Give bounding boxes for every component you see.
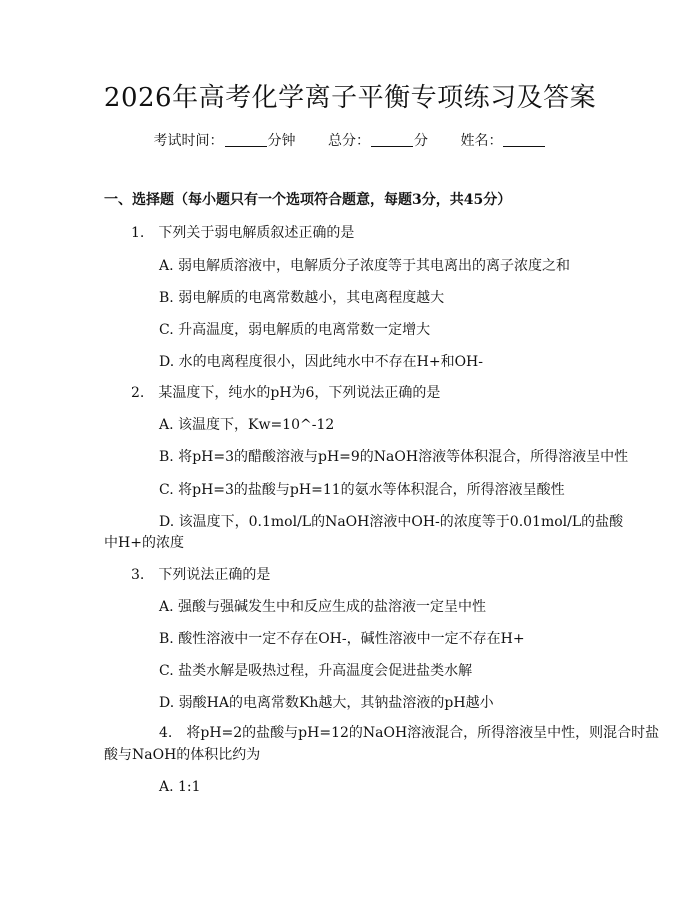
name-blank[interactable] bbox=[503, 132, 545, 147]
exam-time-unit: 分钟 bbox=[267, 133, 296, 149]
question-4-stem: 4. 将pH=2的盐酸与pH=12的NaOH溶液混合，所得溶液呈中性，则混合时盐 bbox=[159, 725, 660, 741]
exam-info-row bbox=[0, 131, 700, 151]
total-score-unit: 分 bbox=[414, 133, 428, 149]
exam-time-blank[interactable] bbox=[225, 132, 267, 147]
question-3-option-a[interactable]: A. 强酸与强碱发生中和反应生成的盐溶液一定呈中性 bbox=[159, 599, 487, 615]
question-1-option-c[interactable]: C. 升高温度，弱电解质的电离常数一定增大 bbox=[159, 322, 431, 338]
total-score-field bbox=[328, 131, 428, 151]
question-1-stem: 1. 下列关于弱电解质叙述正确的是 bbox=[131, 225, 355, 241]
exam-time-field bbox=[154, 131, 296, 151]
question-3-option-b[interactable]: B. 酸性溶液中一定不存在OH-，碱性溶液中一定不存在H+ bbox=[159, 631, 525, 647]
question-3-option-d[interactable]: D. 弱酸HA的电离常数Kh越大，其钠盐溶液的pH越小 bbox=[159, 695, 494, 711]
question-4-stem-continued: 酸与NaOH的体积比约为 bbox=[104, 747, 261, 763]
exam-time-label: 考试时间： bbox=[153, 133, 224, 149]
question-2-option-c[interactable]: C. 将pH=3的盐酸与pH=11的氨水等体积混合，所得溶液呈酸性 bbox=[159, 482, 565, 498]
total-score-label: 总分： bbox=[328, 133, 370, 149]
total-score-blank[interactable] bbox=[371, 132, 413, 147]
question-1-option-b[interactable]: B. 弱电解质的电离常数越小，其电离程度越大 bbox=[159, 290, 445, 306]
question-2-option-d-continued[interactable]: 中H+的浓度 bbox=[104, 535, 184, 551]
name-field bbox=[460, 131, 546, 151]
page-title: 2026年高考化学离子平衡专项练习及答案 bbox=[103, 83, 597, 113]
name-label: 姓名： bbox=[460, 133, 503, 149]
question-2-option-b[interactable]: B. 将pH=3的醋酸溶液与pH=9的NaOH溶液等体积混合，所得溶液呈中性 bbox=[159, 449, 629, 465]
question-4-option-a[interactable]: A. 1:1 bbox=[159, 779, 201, 795]
question-2-option-d[interactable]: D. 该温度下，0.1mol/L的NaOH溶液中OH-的浓度等于0.01mol/L的盐酸 bbox=[159, 514, 624, 530]
question-3-stem: 3. 下列说法正确的是 bbox=[131, 567, 271, 583]
section-heading: 一、选择题（每小题只有一个选项符合题意，每题3分，共45分） bbox=[104, 192, 512, 208]
question-1-option-d[interactable]: D. 水的电离程度很小，因此纯水中不存在H+和OH- bbox=[159, 354, 483, 370]
question-2-stem: 2. 某温度下，纯水的pH为6，下列说法正确的是 bbox=[131, 385, 441, 401]
question-3-option-c[interactable]: C. 盐类水解是吸热过程，升高温度会促进盐类水解 bbox=[159, 663, 473, 679]
question-2-option-a[interactable]: A. 该温度下，Kw=10^-12 bbox=[159, 417, 335, 433]
question-1-option-a[interactable]: A. 弱电解质溶液中，电解质分子浓度等于其电离出的离子浓度之和 bbox=[159, 258, 571, 274]
